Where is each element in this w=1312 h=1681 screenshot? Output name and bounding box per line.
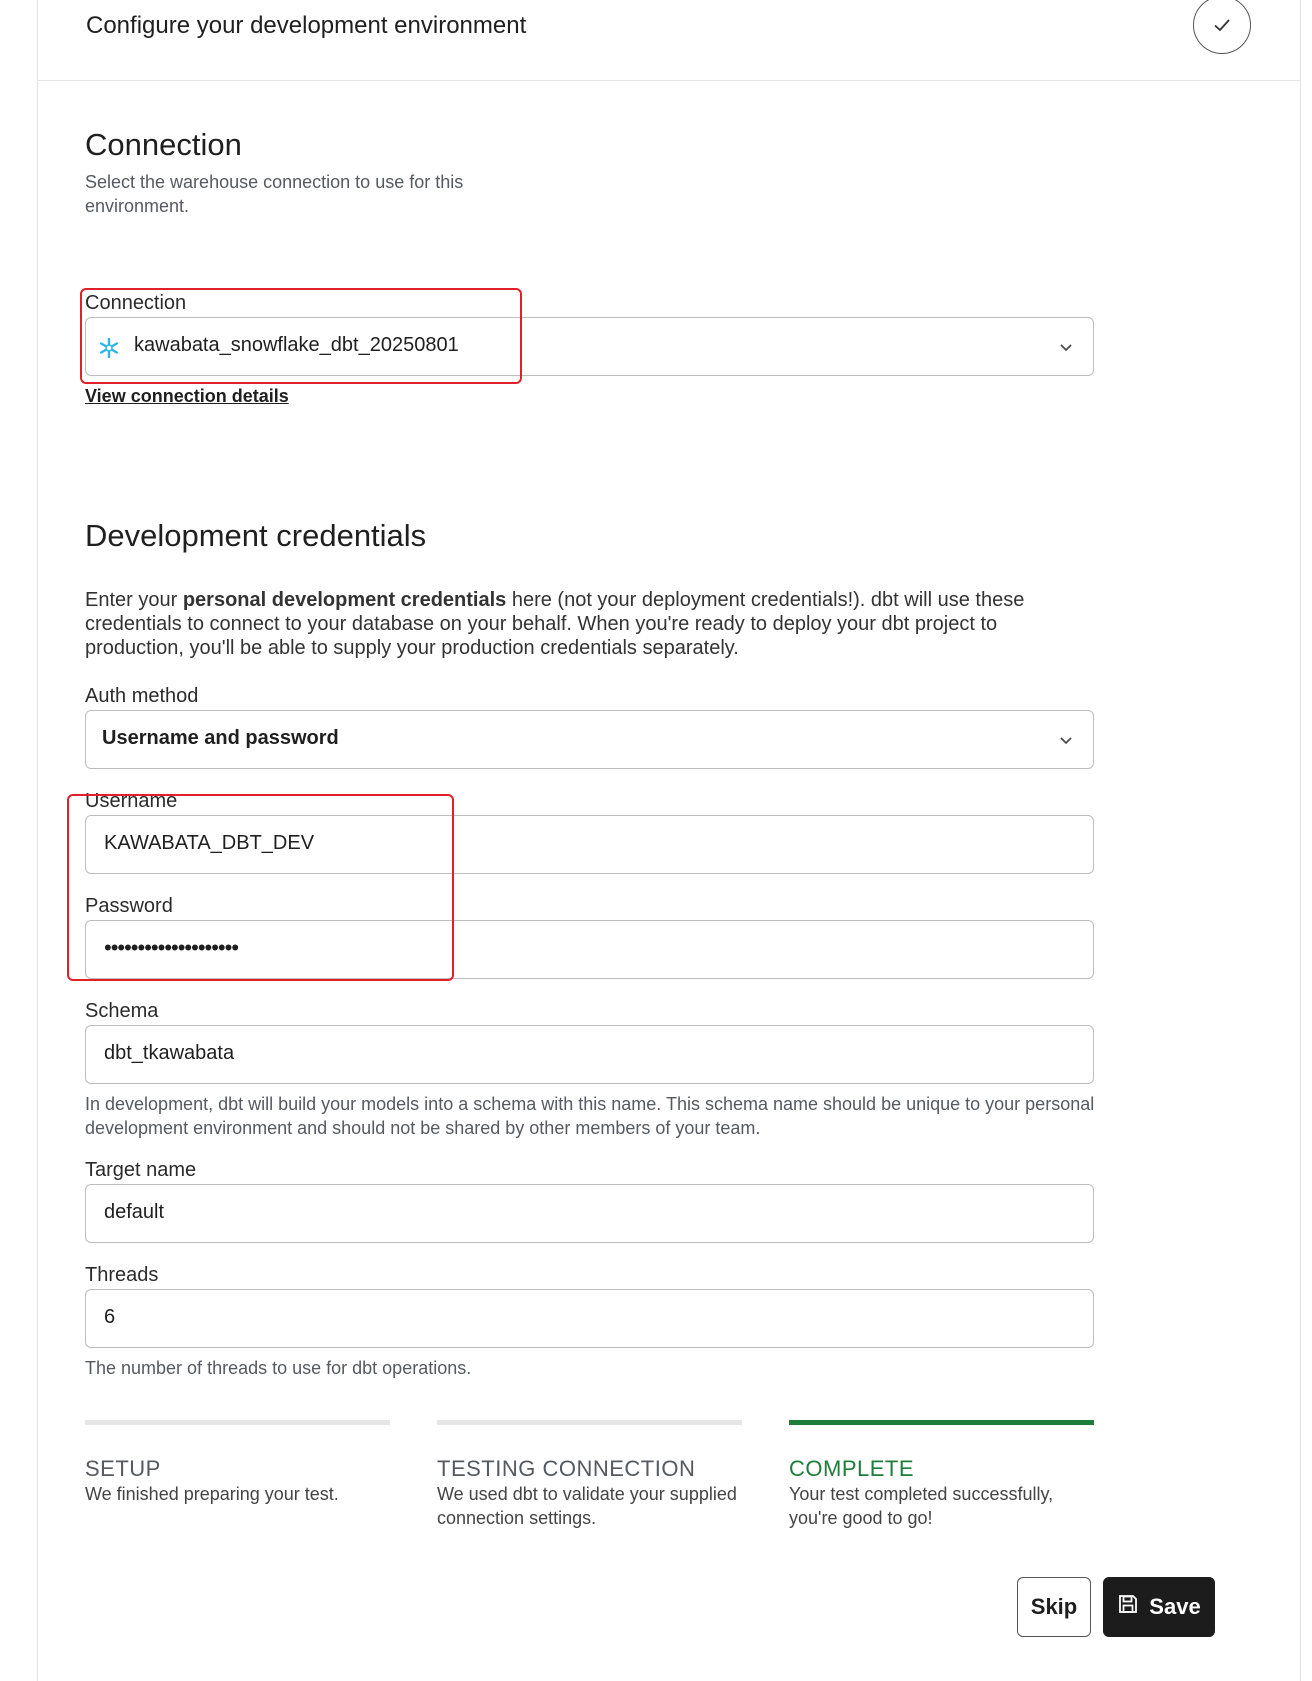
connection-heading: Connection [85, 127, 242, 162]
step-bar-setup [85, 1420, 390, 1425]
password-value: •••••••••••••••••••• [104, 935, 239, 960]
schema-label: Schema [85, 1000, 159, 1022]
schema-value: dbt_tkawabata [104, 1042, 235, 1064]
connection-value: kawabata_snowflake_dbt_20250801 [134, 334, 459, 356]
schema-help: In development, dbt will build your models into a schema with this name. This schema name should be unique to your personal development environment and should not be shared by other members of your team. [85, 1094, 1095, 1138]
highlight-connection [80, 288, 522, 384]
schema-input[interactable] [85, 1025, 1094, 1084]
connection-label: Connection [85, 292, 187, 314]
panel-header [38, 0, 1300, 81]
username-value: KAWABATA_DBT_DEV [104, 832, 315, 854]
password-label: Password [85, 895, 173, 917]
step-bar-complete [789, 1420, 1094, 1425]
threads-value: 6 [104, 1306, 116, 1328]
intro-text-post: here (not your deployment credentials!). dbt will use these credentials to connect to your database on your behalf. When you're ready to deploy your dbt project to production, you'll be able to supply your production credentials separately. [85, 589, 1025, 659]
highlight-credentials [67, 794, 454, 981]
step-desc-setup: We finished preparing your test. [85, 1484, 339, 1504]
skip-button-label: Skip [1030, 1594, 1078, 1619]
target-name-value: default [104, 1201, 165, 1223]
target-name-label: Target name [85, 1159, 197, 1181]
intro-text-bold: personal development credentials [182, 589, 507, 611]
chevron-down-icon [1059, 733, 1073, 752]
view-connection-details-link[interactable]: View connection details [85, 386, 289, 406]
chevron-down-icon [1059, 340, 1073, 359]
step-desc-complete: Your test completed successfully, you're good to go! [789, 1484, 1054, 1528]
skip-button[interactable] [1017, 1577, 1091, 1637]
step-bar-testing [437, 1420, 742, 1425]
step-desc-testing: We used dbt to validate your supplied connection settings. [437, 1484, 737, 1528]
username-label: Username [85, 790, 178, 812]
save-icon [1117, 1593, 1139, 1621]
target-name-input[interactable] [85, 1184, 1094, 1243]
check-icon[interactable] [1193, 0, 1251, 54]
credentials-heading: Development credentials [85, 518, 427, 553]
auth-method-value: Username and password [102, 727, 339, 749]
step-title-testing: TESTING CONNECTION [437, 1456, 696, 1481]
save-button[interactable] [1103, 1577, 1215, 1637]
intro-text-pre: Enter your [85, 589, 183, 611]
step-title-setup: SETUP [85, 1456, 161, 1481]
step-title-complete: COMPLETE [789, 1456, 915, 1481]
threads-help: The number of threads to use for dbt operations. [85, 1358, 472, 1378]
credentials-intro [85, 588, 1095, 660]
save-button-label: Save [1149, 1594, 1201, 1619]
auth-method-select[interactable] [85, 710, 1094, 769]
page-title: Configure your development environment [86, 12, 527, 39]
connection-description: Select the warehouse connection to use for this environment. [85, 172, 464, 216]
threads-label: Threads [85, 1264, 159, 1286]
threads-input[interactable] [85, 1289, 1094, 1348]
auth-method-label: Auth method [85, 685, 199, 707]
